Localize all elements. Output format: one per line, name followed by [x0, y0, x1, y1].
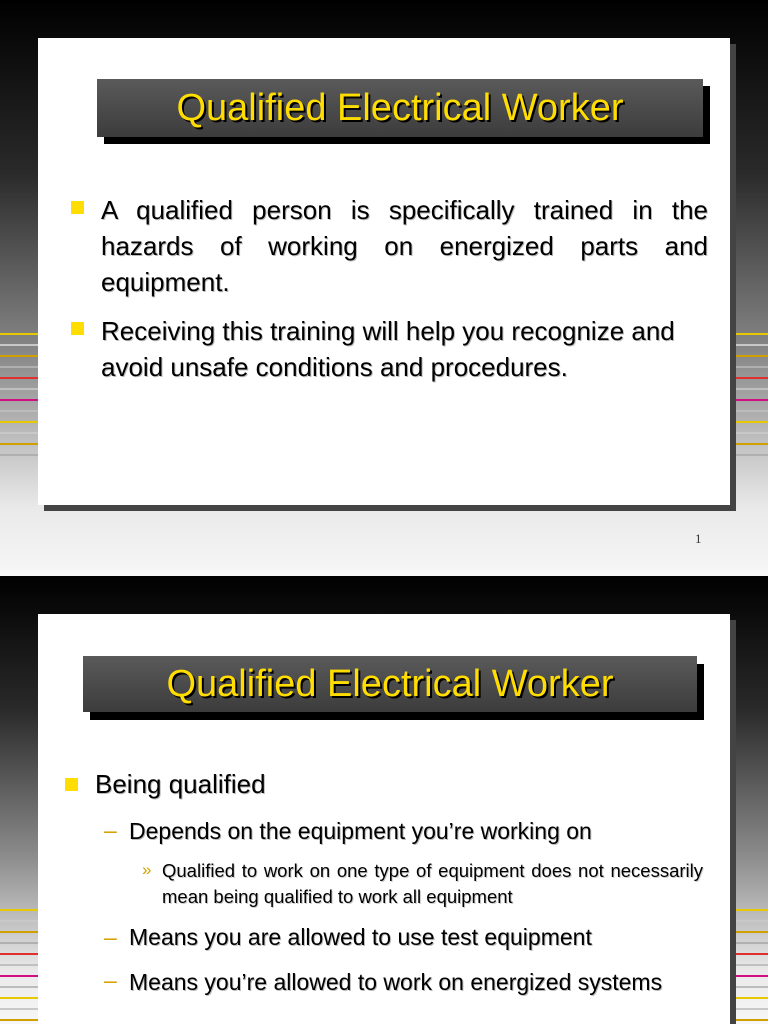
stripe-line: [0, 1019, 38, 1021]
stripe-line: [0, 953, 38, 955]
stripe-line: [0, 377, 38, 379]
bullet-square-icon: [71, 322, 84, 335]
dash-marker-icon: –: [104, 967, 117, 993]
slide-2: [38, 614, 730, 1024]
stripe-line: [0, 443, 38, 445]
dash-marker-icon: –: [104, 924, 117, 950]
bullet-square-icon: [71, 201, 84, 214]
decorative-stripes-left: [0, 333, 38, 465]
stripe-line: [0, 986, 38, 988]
sub-item-text: Means you are allowed to use test equipment: [129, 924, 592, 950]
slide-title: Qualified Electrical Worker: [166, 662, 614, 705]
slide-page-2: [0, 576, 768, 1024]
bullet-square-icon: [65, 778, 78, 791]
stripe-line: [0, 931, 38, 933]
stripe-line: [0, 388, 38, 390]
bullet-text: Being qualified: [95, 769, 266, 799]
stripe-line: [0, 997, 38, 999]
stripe-line: [0, 410, 38, 412]
decorative-stripes-left: [0, 909, 38, 1024]
title-box: [83, 656, 697, 712]
sub-item-text: Depends on the equipment you’re working on: [129, 818, 592, 844]
bullet-text: A qualified person is specifically trained in the hazards of working on energized parts and equipment.: [101, 195, 708, 297]
stripe-line: [0, 366, 38, 368]
stripe-line: [0, 909, 38, 911]
stripe-line: [0, 920, 38, 922]
slide-1: [38, 38, 730, 505]
stripe-line: [0, 964, 38, 966]
stripe-line: [0, 344, 38, 346]
title-box: [97, 79, 703, 137]
slide-title: Qualified Electrical Worker: [176, 86, 624, 129]
dash-marker-icon: –: [104, 817, 117, 843]
sub-sub-item-text: Qualified to work on one type of equipment does not necessarily mean being qualified to work all equipment: [162, 860, 703, 907]
sub-item-text: Means you’re allowed to work on energized systems: [129, 969, 663, 995]
stripe-line: [0, 454, 38, 456]
stripe-line: [0, 975, 38, 977]
stripe-line: [0, 399, 38, 401]
stripe-line: [0, 942, 38, 944]
stripe-line: [0, 421, 38, 423]
stripe-line: [0, 333, 38, 335]
stripe-line: [0, 1008, 38, 1010]
stripe-line: [0, 355, 38, 357]
chevron-marker-icon: »: [142, 860, 152, 879]
stripe-line: [0, 432, 38, 434]
page-number: 1: [695, 531, 702, 546]
bullet-text: Receiving this training will help you recognize and avoid unsafe conditions and procedures.: [101, 316, 675, 382]
